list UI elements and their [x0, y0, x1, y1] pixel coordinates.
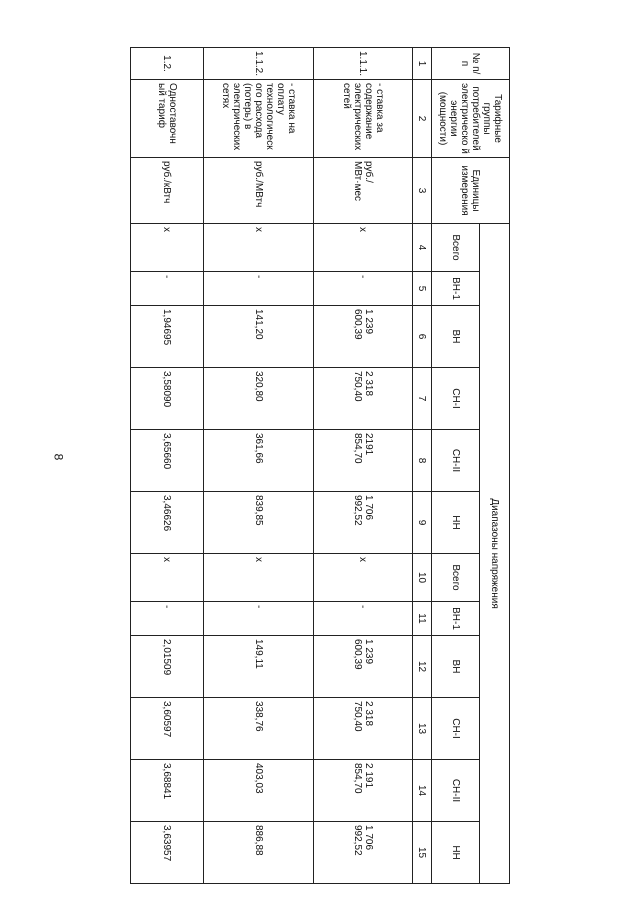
column-number-row — [413, 48, 432, 884]
sub-header-total: Всего — [432, 224, 480, 272]
column-number: 8 — [413, 430, 432, 492]
table-cell: 1 239 600,39 — [313, 636, 412, 698]
table-cell: 1 239 600,39 — [313, 306, 412, 368]
column-number: 2 — [413, 80, 432, 158]
table-cell: 1,94695 — [131, 306, 204, 368]
table-cell: 2 318 750,40 — [313, 698, 412, 760]
column-number: 5 — [413, 272, 432, 306]
table-cell: 141,20 — [203, 306, 313, 368]
sub-header-sn2: СН-II — [432, 430, 480, 492]
table-cell: x — [313, 554, 412, 602]
table-cell: 149,11 — [203, 636, 313, 698]
column-number: 3 — [413, 158, 432, 224]
column-number: 10 — [413, 554, 432, 602]
table-cell: 3,60597 — [131, 698, 204, 760]
col-groups-header: Тарифные группы потребителей электрическо й энергии (мощности) — [432, 80, 510, 158]
table-cell: x — [203, 224, 313, 272]
row-name: - ставка на оплату технологическ ого расхода (потерь) в электрических сетях — [203, 80, 313, 158]
row-number: 1.1.1. — [313, 48, 412, 80]
tariff-table — [130, 47, 510, 884]
sub-header-nn: НН — [432, 492, 480, 554]
column-number: 12 — [413, 636, 432, 698]
page-number: 8 — [51, 453, 66, 461]
table-cell: 338,76 — [203, 698, 313, 760]
column-number: 6 — [413, 306, 432, 368]
column-number: 15 — [413, 822, 432, 884]
table-cell: 3,63957 — [131, 822, 204, 884]
sub-header-nn: НН — [432, 822, 480, 884]
row-unit: руб./МВт·мес — [313, 158, 412, 224]
column-number: 13 — [413, 698, 432, 760]
column-number: 11 — [413, 602, 432, 636]
table-cell: x — [313, 224, 412, 272]
table-cell: 2,01509 — [131, 636, 204, 698]
table-cell: x — [203, 554, 313, 602]
table-cell: 3,65660 — [131, 430, 204, 492]
table-cell: 3,46626 — [131, 492, 204, 554]
column-number: 4 — [413, 224, 432, 272]
row-number: 1.1.2. — [203, 48, 313, 80]
table-cell: - — [131, 272, 204, 306]
row-name: - ставка за содержание электрических сетей — [313, 80, 412, 158]
row-unit: руб./МВтч — [203, 158, 313, 224]
table-cell: 403,03 — [203, 760, 313, 822]
sub-header-sn1: СН-I — [432, 698, 480, 760]
table-cell: - — [203, 602, 313, 636]
tariff-table-wrapper — [130, 47, 510, 862]
sub-header-sn2: СН-II — [432, 760, 480, 822]
table-row — [131, 48, 204, 884]
table-cell: - — [313, 602, 412, 636]
column-number: 1 — [413, 48, 432, 80]
table-cell: 361,66 — [203, 430, 313, 492]
table-cell: 3,68841 — [131, 760, 204, 822]
table-cell: 320,80 — [203, 368, 313, 430]
table-row — [313, 48, 412, 884]
col-number-header: № п/п — [432, 48, 510, 80]
table-cell: - — [313, 272, 412, 306]
table-cell: - — [131, 602, 204, 636]
table-cell: 839,85 — [203, 492, 313, 554]
column-number: 9 — [413, 492, 432, 554]
table-cell: 2 191 854,70 — [313, 760, 412, 822]
table-cell: 1 706 992,52 — [313, 822, 412, 884]
table-row — [203, 48, 313, 884]
table-cell: 3,58090 — [131, 368, 204, 430]
table-cell: 2191 854,70 — [313, 430, 412, 492]
table-cell: - — [203, 272, 313, 306]
sub-header-sn1: СН-I — [432, 368, 480, 430]
row-unit: руб./кВтч — [131, 158, 204, 224]
row-name: Одноставочн ый тариф — [131, 80, 204, 158]
table-cell: 1 706 992,52 — [313, 492, 412, 554]
header-row-1 — [480, 48, 510, 884]
sub-header-vn: ВН — [432, 306, 480, 368]
sub-header-vn: ВН — [432, 636, 480, 698]
sub-header-total: Всего — [432, 554, 480, 602]
column-number: 7 — [413, 368, 432, 430]
table-cell: 2 318 750,40 — [313, 368, 412, 430]
column-number: 14 — [413, 760, 432, 822]
row-number: 1.2. — [131, 48, 204, 80]
col-units-header: Единицы измерения — [432, 158, 510, 224]
voltage-ranges-header: Диапазоны напряжения — [480, 224, 510, 884]
table-cell: 886,88 — [203, 822, 313, 884]
table-cell: x — [131, 224, 204, 272]
sub-header-vn1: ВН-1 — [432, 602, 480, 636]
sub-header-vn1: ВН-1 — [432, 272, 480, 306]
table-cell: x — [131, 554, 204, 602]
